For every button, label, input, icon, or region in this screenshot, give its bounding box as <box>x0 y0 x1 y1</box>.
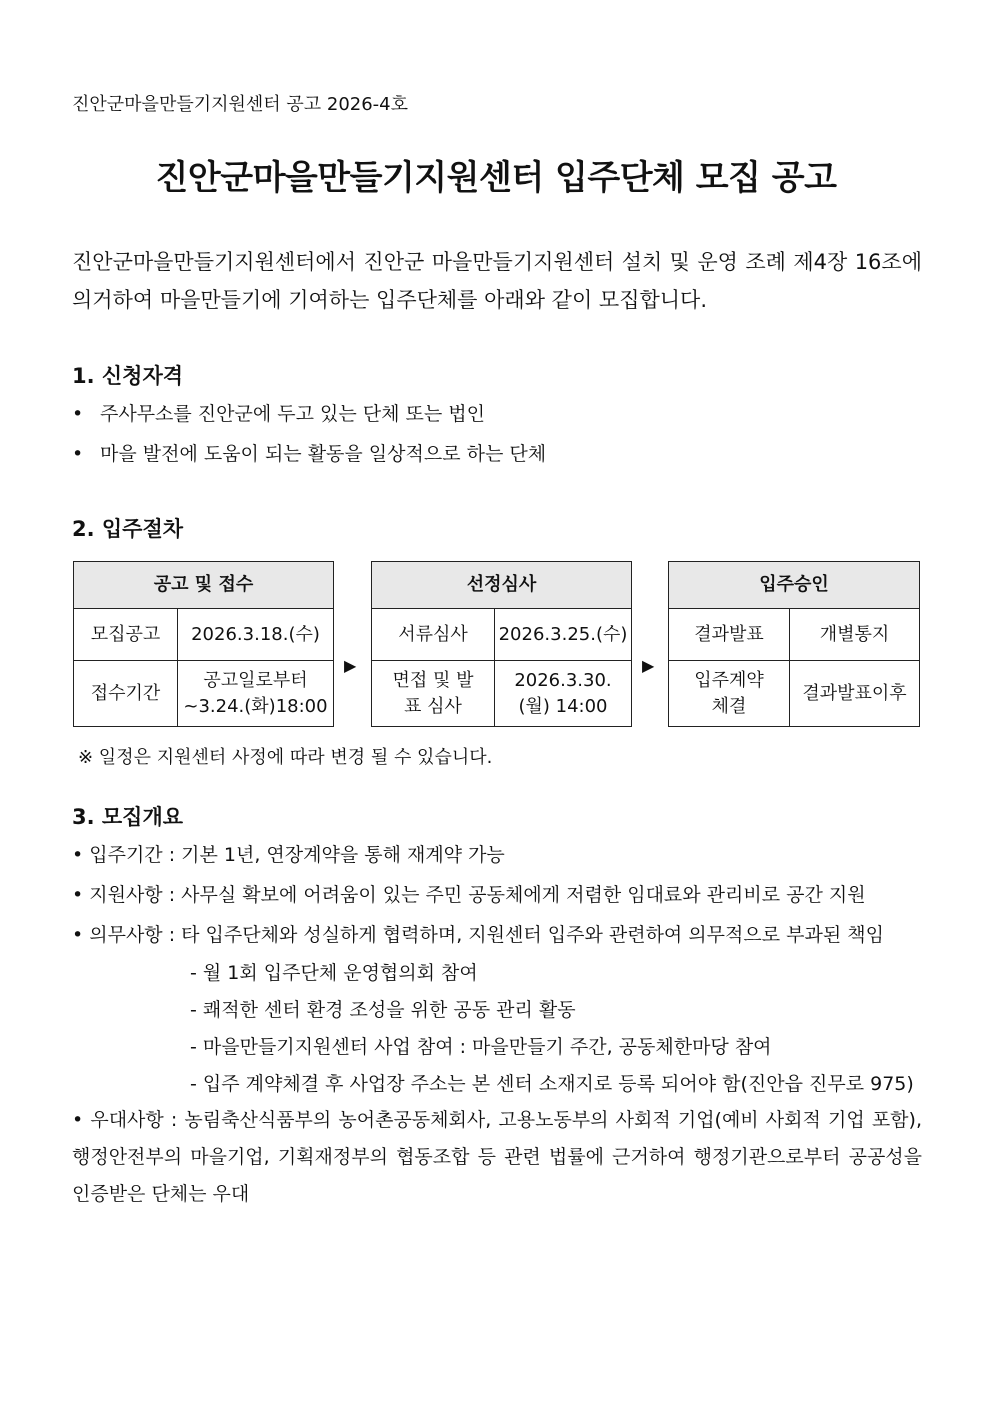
duty-item: - 쾌적한 센터 환경 조성을 위한 공동 관리 활동 <box>190 999 576 1021</box>
eligibility-item: • 주사무소를 진안군에 두고 있는 단체 또는 법인 <box>72 403 485 425</box>
procedure-box-review <box>371 561 632 727</box>
box-value: 2026.3.25.(수) <box>495 609 632 661</box>
schedule-note: ※ 일정은 지원센터 사정에 따라 변경 될 수 있습니다. <box>78 747 493 768</box>
box-value: 2026.3.18.(수) <box>178 609 334 661</box>
section-heading-eligibility: 1. 신청자격 <box>72 364 184 388</box>
document-title: 진안군마을만들기지원센터 입주단체 모집 공고 <box>155 158 837 198</box>
box-label: 면접 및 발표 심사 <box>372 661 495 727</box>
box-value: 결과발표이후 <box>790 661 920 727</box>
duty-item: - 월 1회 입주단체 운영협의회 참여 <box>190 962 478 984</box>
eligibility-item: • 마을 발전에 도움이 되는 활동을 일상적으로 하는 단체 <box>72 443 547 465</box>
box-title: 공고 및 접수 <box>74 562 334 609</box>
procedure-box-application <box>73 561 334 727</box>
bullet-dot-icon: • <box>72 443 84 465</box>
intro-paragraph: 진안군마을만들기지원센터에서 진안군 마을만들기지원센터 설치 및 운영 조례 제4장 16조에 의거하여 마을만들기에 기여하는 입주단체를 아래와 같이 모집합니다. <box>72 250 922 312</box>
overview-period: • 입주기간 : 기본 1년, 연장계약을 통해 재계약 가능 <box>72 844 505 866</box>
box-label: 모집공고 <box>74 609 178 661</box>
procedure-box-approval <box>668 561 920 727</box>
bullet-dot-icon: • <box>72 403 84 425</box>
arrow-right-icon: ▶ <box>642 656 655 675</box>
box-value: 공고일로부터 ~3.24.(화)18:00 <box>178 661 334 727</box>
box-title: 입주승인 <box>669 562 920 609</box>
box-title: 선정심사 <box>372 562 632 609</box>
notice-number: 진안군마을만들기지원센터 공고 2026-4호 <box>72 94 409 115</box>
section-heading-overview: 3. 모집개요 <box>72 805 184 829</box>
duty-item: - 마을만들기지원센터 사업 참여 : 마을만들기 주간, 공동체한마당 참여 <box>190 1036 772 1058</box>
box-label: 접수기간 <box>74 661 178 727</box>
overview-preference: • 우대사항 : 농림축산식품부의 농어촌공동체회사, 고용노동부의 사회적 기업(예비 사회적 기업 포함), 행정안전부의 마을기업, 기획재정부의 협동조합 등 관련 법률에 근거하여 행정기관으로부터 공공성을 인증받은 단체는 우대 <box>72 1109 922 1205</box>
arrow-right-icon: ▶ <box>344 656 357 675</box>
box-label: 결과발표 <box>669 609 790 661</box>
overview-support: • 지원사항 : 사무실 확보에 어려움이 있는 주민 공동체에게 저렴한 임대료와 관리비로 공간 지원 <box>72 884 866 906</box>
overview-duty: • 의무사항 : 타 입주단체와 성실하게 협력하며, 지원센터 입주와 관련하여 의무적으로 부과된 책임 <box>72 924 884 946</box>
box-value: 2026.3.30.(월) 14:00 <box>495 661 632 727</box>
box-label: 입주계약 체결 <box>669 661 790 727</box>
section-heading-procedure: 2. 입주절차 <box>72 517 184 541</box>
box-label: 서류심사 <box>372 609 495 661</box>
box-value: 개별통지 <box>790 609 920 661</box>
duty-item: - 입주 계약체결 후 사업장 주소는 본 센터 소재지로 등록 되어야 함(진안읍 진무로 975) <box>190 1073 914 1095</box>
